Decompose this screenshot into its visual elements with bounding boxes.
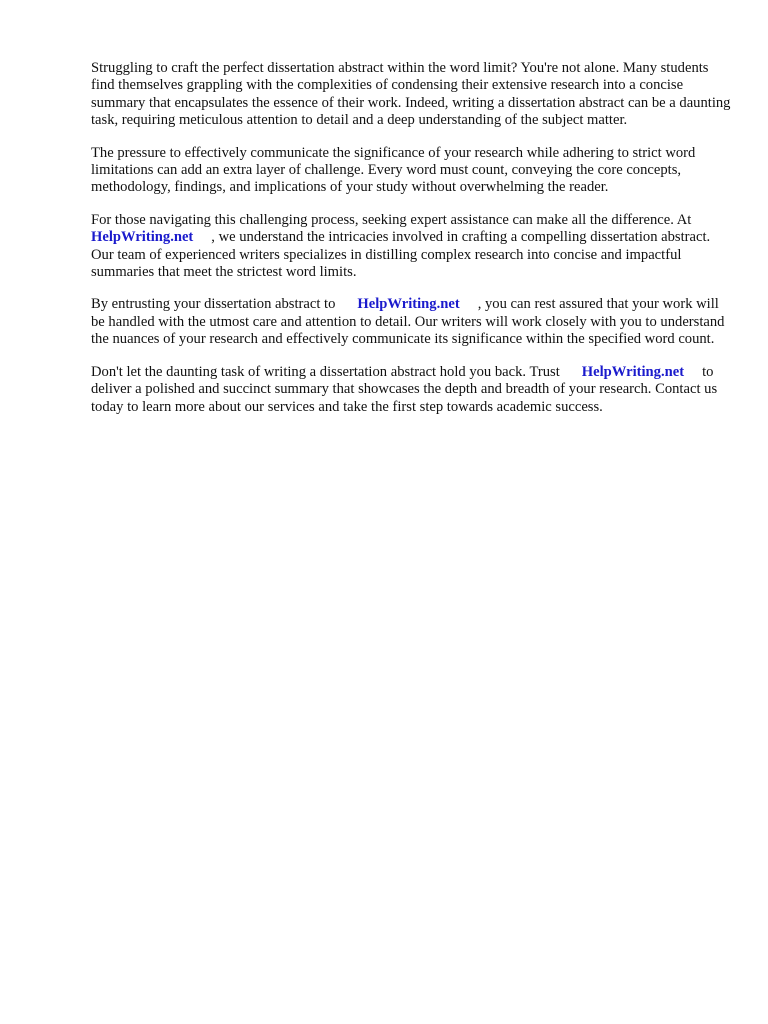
helpwriting-link-1[interactable]: HelpWriting.net — [91, 229, 194, 246]
paragraph-intro — [91, 60, 731, 130]
paragraph-cta-before: Don't let the daunting task of writing a dissertation abstract hold you back. Trust — [91, 363, 560, 380]
paragraph-cta-after: to deliver a polished and succinct summary that showcases the depth and breadth of your research. Contact us today to learn more about our services and take the first step towards academic success. — [91, 363, 718, 415]
document-body — [91, 60, 731, 431]
helpwriting-link-2[interactable]: HelpWriting.net — [357, 296, 460, 313]
paragraph-pressure-text: The pressure to effectively communicate the significance of your research while adhering to strict word limitations can add an extra layer of challenge. Every word must count, conveying the core concepts, methodology, findings, and implications of your study without overwhelming the reader. — [91, 144, 696, 196]
paragraph-entrusting-after: , you can rest assured that your work will be handled with the utmost care and attention to detail. Our writers will work closely with you to understand the nuances of your research and effectively communicate its significance within the specified word count. — [91, 296, 725, 348]
paragraph-entrusting — [91, 296, 731, 348]
helpwriting-link-3[interactable]: HelpWriting.net — [581, 363, 685, 380]
paragraph-pressure — [91, 145, 731, 197]
paragraph-entrusting-before: By entrusting your dissertation abstract to — [91, 296, 336, 313]
paragraph-call-to-action — [91, 364, 731, 416]
paragraph-assistance — [91, 212, 731, 282]
paragraph-assistance-after: , we understand the intricacies involved in crafting a compelling dissertation abstract. Our team of experienced writers specializes in distilling complex research into concise and impactful summaries that meet the strictest word limits. — [91, 229, 711, 281]
paragraph-intro-text: Struggling to craft the perfect dissertation abstract within the word limit? You're not alone. Many students find themselves grappling with the complexities of condensing their extensive research into a concise summary that encapsulates the essence of their work. Indeed, writing a dissertation abstract can be a daunting task, requiring meticulous attention to detail and a deep understanding of the subject matter. — [91, 60, 731, 129]
paragraph-assistance-before: For those navigating this challenging process, seeking expert assistance can make all the difference. At — [91, 211, 692, 228]
